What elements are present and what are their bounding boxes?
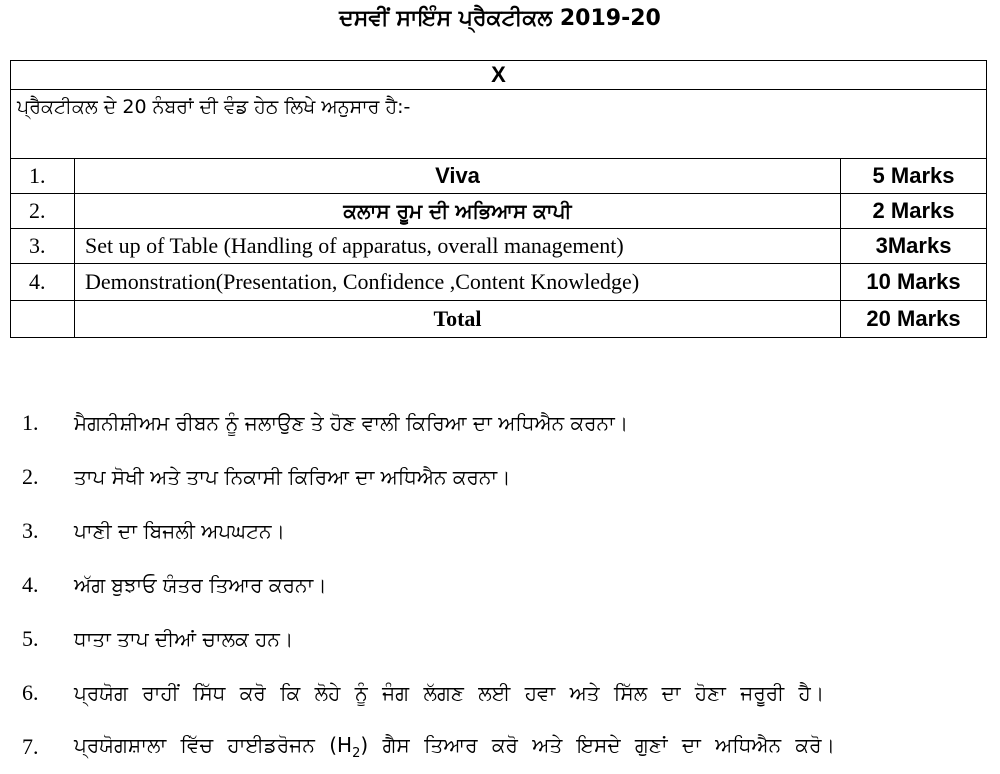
list-item-text: ਮੈਗਨੀਸ਼ੀਅਮ ਰੀਬਨ ਨੂੰ ਜਲਾਉਣ ਤੇ ਹੋਣ ਵਾਲੀ ਕਿਰਿਆ ਦਾ ਅਧਿਐਨ ਕਰਨਾ। (74, 411, 629, 435)
row-item: Demonstration(Presentation, Confidence ,Content Knowledge) (75, 264, 841, 301)
row-number: 4. (11, 264, 75, 301)
total-row (11, 301, 987, 338)
marks-table (10, 60, 987, 338)
table-row (11, 229, 987, 264)
row-item: ਕਲਾਸ ਰੂਮ ਦੀ ਅਭਿਆਸ ਕਾਪੀ (75, 194, 841, 229)
list-item-number: 6. (22, 680, 39, 705)
list-item-number: 7. (22, 734, 39, 759)
list-item (22, 720, 982, 774)
row-marks: 5 Marks (841, 159, 987, 194)
list-item (22, 450, 982, 504)
list-item-number: 2. (22, 464, 39, 489)
row-item: Viva (75, 159, 841, 194)
row-number: 3. (11, 229, 75, 264)
list-item-text: ਪਾਣੀ ਦਾ ਬਿਜਲੀ ਅਪਘਟਨ। (74, 519, 285, 543)
row-marks: 2 Marks (841, 194, 987, 229)
list-item (22, 558, 982, 612)
distribution-row (11, 90, 987, 159)
table-row (11, 194, 987, 229)
table-row (11, 264, 987, 301)
list-item-text: ਅੱਗ ਬੁਝਾਓ ਯੰਤਰ ਤਿਆਰ ਕਰਨਾ। (74, 573, 327, 597)
class-header: X (11, 61, 987, 90)
row-number: 1. (11, 159, 75, 194)
list-item-text: ਤਾਪ ਸੋਖੀ ਅਤੇ ਤਾਪ ਨਿਕਾਸੀ ਕਿਰਿਆ ਦਾ ਅਧਿਐਨ ਕਰਨਾ। (74, 465, 511, 489)
list-item (22, 504, 982, 558)
list-item (22, 666, 982, 720)
list-item (22, 396, 982, 450)
row-item: Set up of Table (Handling of apparatus, overall management) (75, 229, 841, 264)
list-item-number: 3. (22, 518, 39, 543)
text-after-formula: ) ਗੈਸ ਤਿਆਰ ਕਰੋ ਅਤੇ ਇਸਦੇ ਗੁਣਾਂ ਦਾ ਅਧਿਐਨ ਕਰੋ। (360, 733, 835, 757)
list-item-number: 1. (22, 410, 39, 435)
formula-subscript: 2 (352, 746, 361, 761)
list-item-text (74, 733, 835, 761)
row-marks: 3Marks (841, 229, 987, 264)
list-item (22, 612, 982, 666)
practicals-list (22, 396, 982, 774)
total-label: Total (75, 301, 841, 338)
distribution-note: ਪ੍ਰੈਕਟੀਕਲ ਦੇ 20 ਨੰਬਰਾਂ ਦੀ ਵੰਡ ਹੇਠ ਲਿਖੇ ਅਨੁਸਾਰ ਹੈ:- (11, 90, 987, 159)
list-item-text: ਧਾਤਾ ਤਾਪ ਦੀਆਂ ਚਾਲਕ ਹਨ। (74, 627, 294, 651)
list-item-number: 4. (22, 572, 39, 597)
table-header-row (11, 61, 987, 90)
total-marks: 20 Marks (841, 301, 987, 338)
row-number: 2. (11, 194, 75, 229)
list-item-number: 5. (22, 626, 39, 651)
table-row (11, 159, 987, 194)
text-before-formula: ਪ੍ਰਯੋਗਸ਼ਾਲਾ ਵਿੱਚ ਹਾਈਡਰੋਜਨ (H (74, 733, 353, 757)
total-empty-cell (11, 301, 75, 338)
row-marks: 10 Marks (841, 264, 987, 301)
document-title: ਦਸਵੀਂ ਸਾਇੰਸ ਪ੍ਰੈਕਟੀਕਲ 2019-20 (339, 6, 661, 31)
list-item-text: ਪ੍ਰਯੋਗ ਰਾਹੀਂ ਸਿੱਧ ਕਰੋ ਕਿ ਲੋਹੇ ਨੂੰ ਜੰਗ ਲੱਗਣ ਲਈ ਹਵਾ ਅਤੇ ਸਿੱਲ ਦਾ ਹੋਣਾ ਜਰੂਰੀ ਹੈ। (74, 681, 825, 705)
